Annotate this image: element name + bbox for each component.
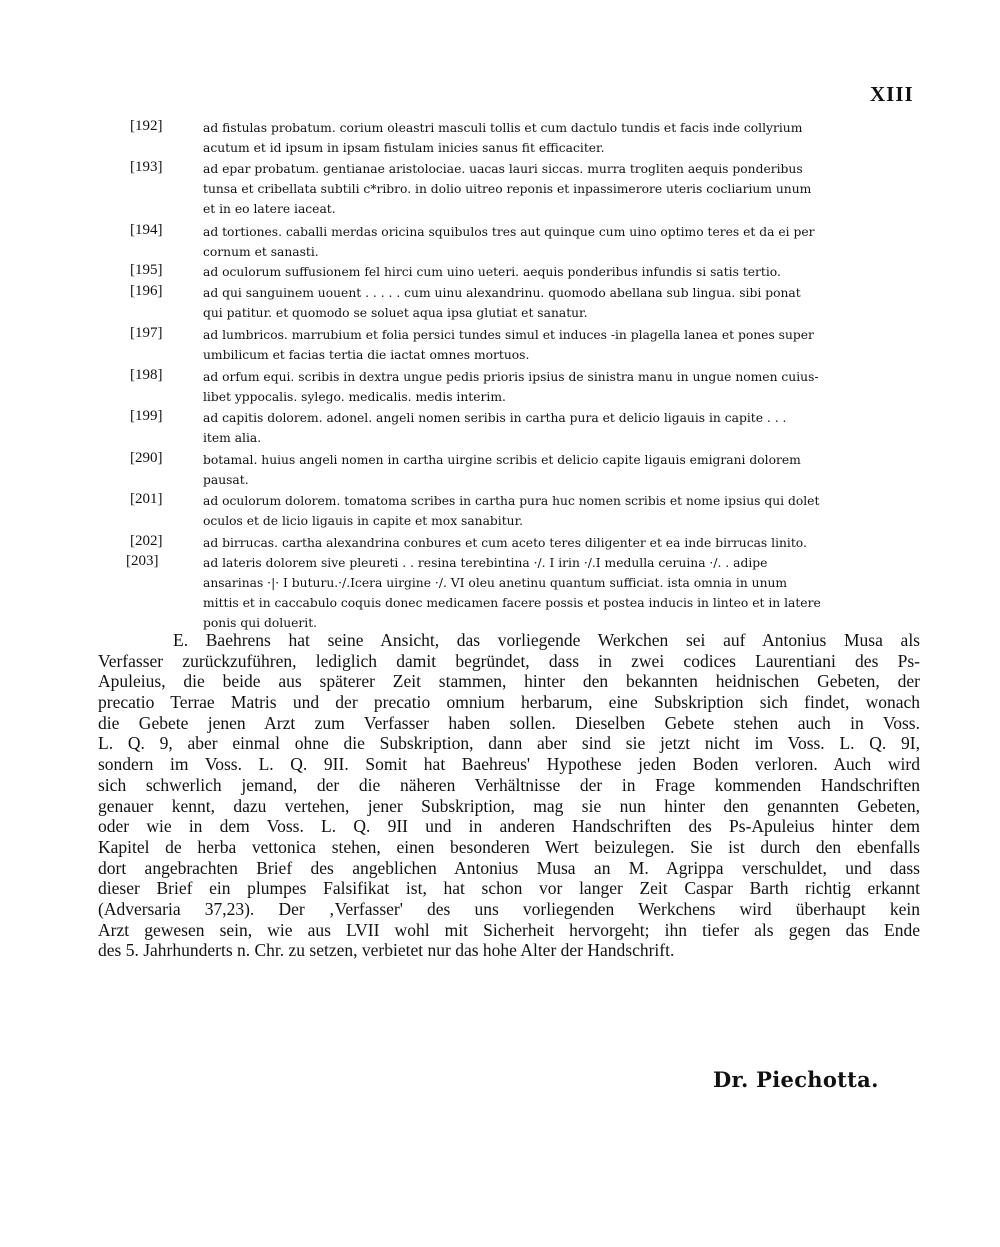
page-number: XIII (870, 82, 914, 106)
entry-number: [202] (130, 533, 163, 549)
entry-line: ad orfum equi. scribis in dextra ungue pedis prioris ipsius de sinistra manu in ungue nomen cuius- (203, 370, 819, 384)
entry-line: et in eo latere iaceat. (203, 202, 336, 216)
paragraph-line: dort angebrachten Brief des angeblichen Antonius Musa an M. Agrippa verschuldet, und dass (98, 857, 920, 878)
entry-line: mittis et in caccabulo coquis donec medicamen facere possis et postea inducis in linteo et in latere (203, 596, 821, 610)
entry-line: ansarinas ·|· I buturu.·/.Icera uirgine ·/. VI oleu anetinu quantum sufficiat. ista omnia in unum (203, 576, 788, 590)
entry-line: umbilicum et facias tertia die iactat omnes mortuos. (203, 348, 530, 362)
entry-number: [192] (130, 118, 163, 134)
entry-line: ad lumbricos. marrubium et folia persici tundes simul et induces -in plagella lanea et pones super (203, 328, 814, 342)
entry-number: [194] (130, 222, 163, 238)
entry-line: ad capitis dolorem. adonel. angeli nomen seribis in cartha pura et delicio ligauis in capite . . . (203, 411, 787, 425)
entry-number: [290] (130, 450, 163, 466)
entry-line: acutum et id ipsum in ipsam fistulam inicies sanus fit efficaciter. (203, 141, 605, 155)
entry-line: ad tortiones. caballi merdas oricina squibulos tres aut quinque cum uino optimo teres et da ei per (203, 225, 815, 239)
paragraph-line: oder wie in dem Voss. L. Q. 9II und in anderen Handschriften des Ps-Apuleius hinter dem (98, 816, 920, 837)
entry-line: libet yppocalis. sylego. medicalis. medis interim. (203, 390, 506, 404)
paragraph-line: Apuleius, die beide aus späterer Zeit stammen, hinter den bekannten heidnischen Gebeten, der (98, 671, 920, 692)
entry-number: [196] (130, 283, 163, 299)
paragraph-line: des 5. Jahrhunderts n. Chr. zu setzen, verbietet nur das hohe Alter der Handschrift. (98, 940, 675, 961)
entry-line: ad oculorum dolorem. tomatoma scribes in cartha pura huc nomen scribis et nome ipsius qui dolet (203, 494, 820, 508)
entry-line: qui patitur. et quomodo se soluet aqua ipsa glutiat et sanatur. (203, 306, 588, 320)
entry-line: ad epar probatum. gentianae aristolociae. uacas lauri siccas. murra trogliten aequis ponderibus (203, 162, 803, 176)
entry-line: ad birrucas. cartha alexandrina conbures et cum aceto teres diligenter et ea inde birrucas linito. (203, 536, 807, 550)
entry-line: ad fistulas probatum. corium oleastri masculi tollis et cum dactulo tundis et facis inde collyrium (203, 121, 803, 135)
paragraph-line: (Adversaria 37,23). Der ‚Verfasser' des uns vorliegenden Werkchens wird überhaupt kein (98, 898, 920, 919)
entry-number: [201] (130, 491, 163, 507)
entry-line: ponis qui doluerit. (203, 616, 318, 630)
commentary-paragraph (98, 630, 920, 961)
entry-line: botamal. huius angeli nomen in cartha uirgine scribis et delicio capite ligauis emigrani dolorem (203, 453, 801, 467)
entry-line: oculos et de licio ligauis in capite et mox sanabitur. (203, 514, 524, 528)
entry-line: cornum et sanasti. (203, 245, 319, 259)
paragraph-line: precatio Terrae Matris und der precatio omnium herbarum, eine Subskription sich findet, wonach (98, 692, 920, 713)
entry-line: ad lateris dolorem sive pleureti . . resina terebintina ·/. I irin ·/.I medulla ceruina ·/. . adipe (203, 556, 768, 570)
entry-number: [199] (130, 408, 163, 424)
paragraph-line: die Gebete jenen Arzt zum Verfasser haben sollen. Dieselben Gebete stehen auch in Voss. (98, 712, 920, 733)
entry-number: [198] (130, 367, 163, 383)
entry-number: [193] (130, 159, 163, 175)
entry-line: ad oculorum suffusionem fel hirci cum uino ueteri. aequis ponderibus infundis si satis tertio. (203, 265, 781, 279)
paragraph-line: genauer kennt, dazu vertehen, jener Subskription, mag sie nun hinter den genannten Gebeten, (98, 795, 920, 816)
entry-line: tunsa et cribellata subtili c*ribro. in dolio uitreo reponis et inpassimerore uteris cocliarium unum (203, 182, 812, 196)
author-signature: Dr. Piechotta. (713, 1067, 879, 1092)
paragraph-line: Kapitel de herba vettonica stehen, einen besonderen Wert beizulegen. Sie ist durch den ebenfalls (98, 836, 920, 857)
paragraph-line: E. Baehrens hat seine Ansicht, das vorliegende Werkchen sei auf Antonius Musa als (173, 630, 920, 650)
paragraph-line: sondern im Voss. L. Q. 9II. Somit hat Baehreus' Hypothese jeden Boden verloren. Auch wird (98, 754, 920, 775)
entry-number: [197] (130, 325, 163, 341)
paragraph-line: L. Q. 9, aber einmal ohne die Subskription, dann aber sind sie jetzt nicht im Voss. L. Q. 9I, (98, 733, 920, 754)
paragraph-line: Arzt gewesen sein, wie aus LVII wohl mit Sicherheit hervorgeht; ihn tiefer als gegen das Ende (98, 919, 920, 940)
paragraph-line: dieser Brief ein plumpes Falsifikat ist, hat schon vor langer Zeit Caspar Barth richtig erkannt (98, 878, 920, 899)
entry-line: ad qui sanguinem uouent . . . . . cum uinu alexandrinu. quomodo abellana sub lingua. sibi ponat (203, 286, 801, 300)
entry-number: [195] (130, 262, 163, 278)
paragraph-line: sich schwerlich jemand, der die näheren Verhältnisse der in Frage kommenden Handschriften (98, 774, 920, 795)
entry-number: [203] (126, 553, 159, 569)
entry-line: item alia. (203, 431, 262, 445)
entry-line: pausat. (203, 473, 249, 487)
paragraph-line: Verfasser zurückzuführen, lediglich damit begründet, dass in zwei codices Laurentiani des Ps- (98, 650, 920, 671)
